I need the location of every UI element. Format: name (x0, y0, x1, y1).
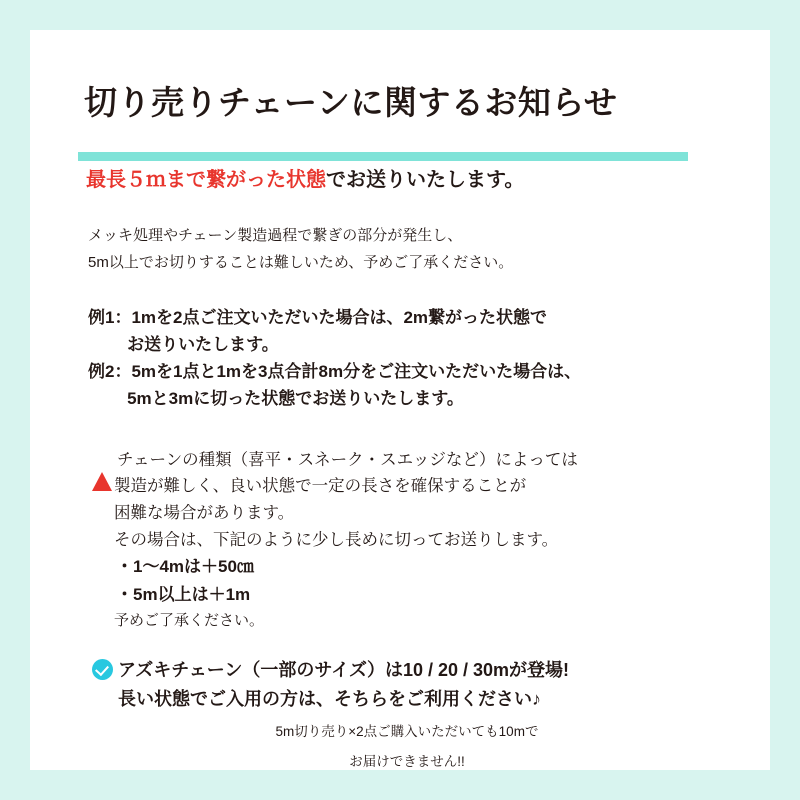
warning-bullet-2: ・5m以上は＋1m (116, 585, 251, 605)
warning-line-3: 困難な場合があります。 (114, 503, 295, 522)
note-line-1: メッキ処理やチェーン製造過程で繋ぎの部分が発生し、 (88, 227, 463, 245)
warning-block (92, 447, 722, 634)
warning-tail: 予めご了承ください。 (114, 612, 265, 630)
note-text (88, 223, 722, 276)
page-title-wrap (78, 82, 722, 125)
page-title: 切り売りチェーンに関するお知らせ (84, 84, 618, 121)
warning-line-4: その場合は、下記のように少し長めに切ってお送りします。 (114, 530, 559, 549)
lead-highlight: 最長５ｍまで繋がった状態 (86, 169, 326, 192)
check-block (92, 656, 722, 773)
check-circle-icon (92, 659, 113, 680)
warning-bullet-1: ・1〜4mは＋50㎝ (116, 557, 254, 577)
warning-line-1: チェーンの種類（喜平・スネーク・スエッジなど）によっては (117, 450, 578, 469)
check-small-1: 5m切り売り×2点ご購入いただいても10mで (275, 724, 539, 740)
warning-line-2: 製造が難しく、良い状態で一定の長さを確保することが (114, 477, 527, 496)
title-underline (78, 152, 688, 161)
check-line-2: 長い状態でご入用の方は、そちらをご利用ください♪ (118, 688, 541, 709)
example-2-line-1: 例2：5mを1点と1mを3点合計8m分をご注文いただいた場合は、 (88, 362, 582, 382)
check-first-row (92, 656, 722, 685)
examples-block (88, 304, 722, 413)
lead-text (86, 165, 722, 195)
example-1-line-2: お送りいたします。 (127, 334, 279, 354)
warning-first-row (92, 447, 722, 474)
example-2-line-2: 5mと3mに切った状態でお送りいたします。 (127, 389, 464, 409)
warning-triangle-icon: ! (92, 450, 113, 469)
lead-rest: でお送りいたします。 (326, 169, 525, 192)
note-line-2: 5m以上でお切りすることは難しいため、予めご了承ください。 (88, 253, 514, 271)
example-1-line-1: 例1：1mを2点ご注文いただいた場合は、2m繋がった状態で (88, 307, 548, 327)
check-line-1: アズキチェーン（一部のサイズ）は10 / 20 / 30mが登場! (118, 659, 570, 680)
check-small-2: お届けできません!! (349, 753, 465, 769)
notice-card (30, 30, 770, 770)
